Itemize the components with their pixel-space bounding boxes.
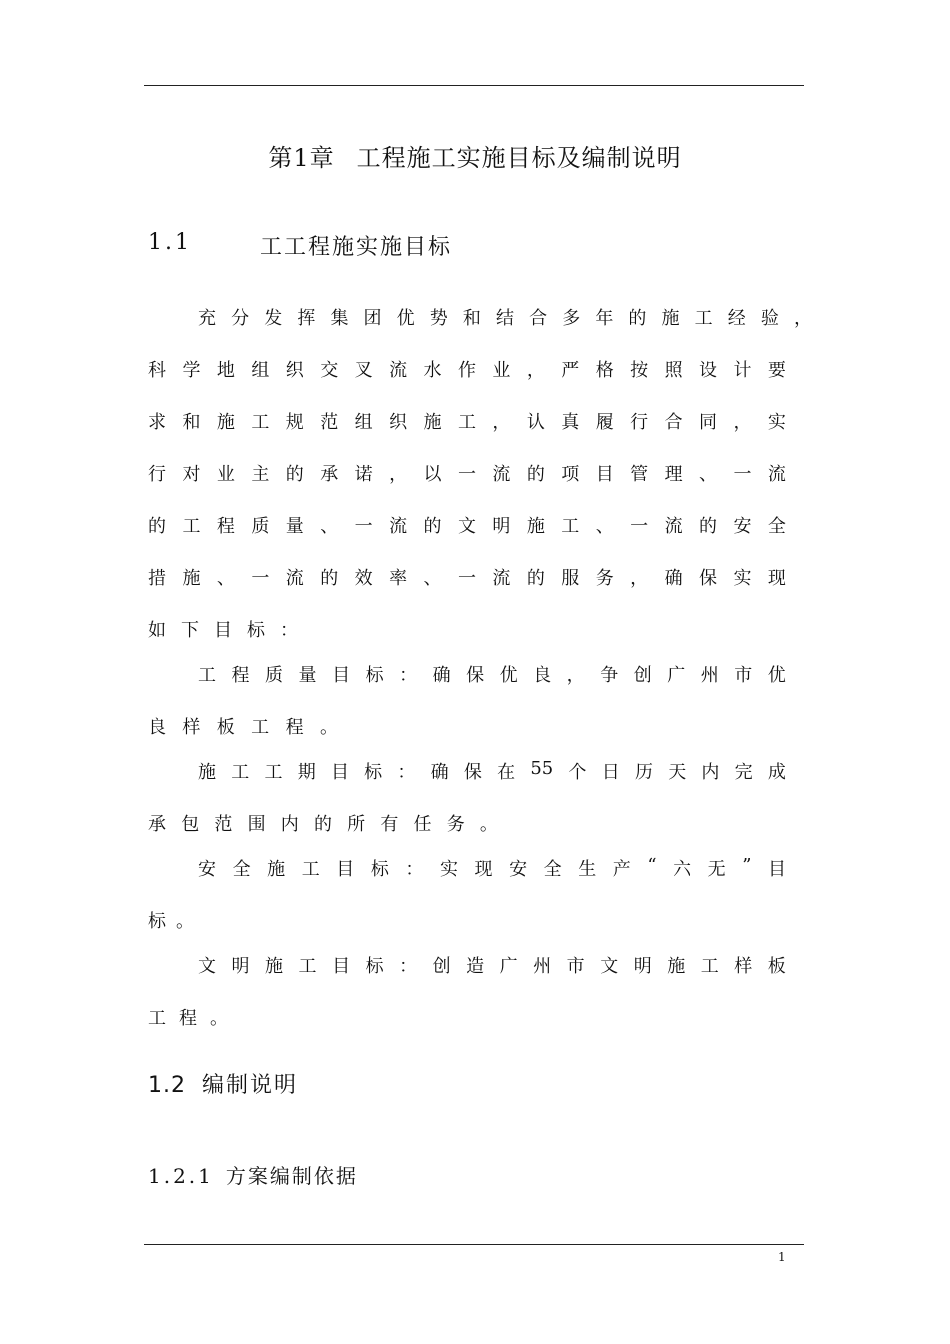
- glyph: 六: [673, 859, 692, 880]
- glyph: 流: [389, 516, 408, 537]
- header-rule: [144, 85, 804, 86]
- glyph: 计: [733, 360, 752, 381]
- glyph: 造: [466, 956, 485, 977]
- glyph: 目: [332, 956, 351, 977]
- glyph: 施: [661, 308, 680, 329]
- glyph: 作: [457, 360, 476, 381]
- glyph: ：: [399, 956, 418, 977]
- glyph: 有: [380, 814, 399, 835]
- glyph: 实: [767, 412, 786, 433]
- glyph: 理: [664, 464, 683, 485]
- glyph: 经: [727, 308, 746, 329]
- glyph: 无: [707, 859, 726, 880]
- glyph: 的: [320, 568, 339, 589]
- glyph: 工: [251, 717, 270, 738]
- glyph: 施: [667, 956, 686, 977]
- glyph: 年: [595, 308, 614, 329]
- glyph: 标: [364, 762, 383, 783]
- glyph: 服: [561, 568, 580, 589]
- section-1-2-1-heading: [148, 1160, 358, 1189]
- glyph: 日: [601, 762, 620, 783]
- chapter-number: 第1章: [268, 144, 335, 172]
- glyph: 承: [148, 814, 166, 835]
- goal-line: [198, 661, 786, 687]
- glyph: ：: [405, 859, 424, 880]
- glyph: 明: [231, 956, 250, 977]
- glyph: 55: [530, 758, 554, 779]
- glyph: 标: [365, 956, 384, 977]
- glyph: ，: [793, 308, 812, 329]
- paragraph-line: [148, 512, 786, 538]
- glyph: ：: [399, 665, 418, 686]
- glyph: 认: [526, 412, 545, 433]
- glyph: 诺: [354, 464, 373, 485]
- paragraph-line: [148, 564, 786, 590]
- glyph: 量: [285, 516, 304, 537]
- glyph: 和: [462, 308, 481, 329]
- glyph: 目: [214, 620, 232, 641]
- glyph: 业: [492, 360, 511, 381]
- glyph: 程: [216, 516, 235, 537]
- section-1-2-1-number: 1.2.1: [148, 1164, 214, 1188]
- glyph: 生: [578, 859, 597, 880]
- glyph: 合: [529, 308, 548, 329]
- glyph: 质: [265, 665, 284, 686]
- glyph: 织: [389, 412, 408, 433]
- glyph: 工: [700, 956, 719, 977]
- glyph: ，: [566, 665, 585, 686]
- glyph: 施: [526, 516, 545, 537]
- glyph: 务: [446, 814, 465, 835]
- glyph: 流: [492, 464, 511, 485]
- glyph: 优: [396, 308, 415, 329]
- glyph: 。: [479, 814, 498, 835]
- glyph: 明: [633, 956, 652, 977]
- glyph: 主: [251, 464, 270, 485]
- glyph: 成: [767, 762, 786, 783]
- glyph: 保: [466, 665, 485, 686]
- glyph: 目: [595, 464, 614, 485]
- glyph: 样: [182, 717, 201, 738]
- glyph: 。: [176, 911, 194, 932]
- glyph: 。: [319, 717, 338, 738]
- glyph: ”: [742, 855, 752, 876]
- glyph: 全: [543, 859, 562, 880]
- glyph: ：: [397, 762, 416, 783]
- chapter-title: 工程施工实施目标及编制说明: [356, 144, 682, 172]
- glyph: 工: [182, 516, 201, 537]
- goal-line: [198, 758, 786, 784]
- goal-line: [148, 713, 338, 739]
- glyph: 团: [363, 308, 382, 329]
- glyph: 全: [232, 859, 251, 880]
- goal-line: [148, 810, 498, 836]
- glyph: 天: [668, 762, 687, 783]
- glyph: 效: [354, 568, 373, 589]
- glyph: 历: [634, 762, 653, 783]
- glyph: 工: [198, 665, 216, 686]
- glyph: 的: [313, 814, 332, 835]
- glyph: 学: [182, 360, 201, 381]
- glyph: 工: [231, 762, 250, 783]
- glyph: 量: [298, 665, 317, 686]
- glyph: 、: [595, 516, 614, 537]
- glyph: 内: [701, 762, 720, 783]
- section-1-1-title: 工工程施实施目标: [260, 235, 453, 260]
- glyph: 一: [457, 568, 476, 589]
- glyph: 求: [148, 412, 166, 433]
- glyph: ，: [492, 412, 511, 433]
- glyph: 市: [734, 665, 753, 686]
- glyph: 完: [734, 762, 753, 783]
- glyph: 所: [347, 814, 366, 835]
- glyph: 板: [216, 717, 235, 738]
- glyph: 下: [181, 620, 199, 641]
- glyph: ，: [630, 568, 649, 589]
- glyph: 范: [320, 412, 339, 433]
- glyph: 争: [600, 665, 619, 686]
- paragraph-line: [148, 460, 786, 486]
- glyph: ，: [526, 360, 545, 381]
- glyph: 安: [198, 859, 216, 880]
- glyph: 文: [457, 516, 476, 537]
- glyph: 验: [760, 308, 779, 329]
- section-1-1-heading: [148, 230, 453, 260]
- glyph: 安: [733, 516, 752, 537]
- glyph: 现: [767, 568, 786, 589]
- glyph: 施: [182, 568, 201, 589]
- glyph: 包: [181, 814, 200, 835]
- page-number: 1: [778, 1250, 786, 1264]
- glyph: 结: [495, 308, 514, 329]
- glyph: 工: [457, 412, 476, 433]
- glyph: 标: [365, 665, 384, 686]
- glyph: 施: [265, 956, 284, 977]
- glyph: 文: [600, 956, 619, 977]
- glyph: 板: [767, 956, 786, 977]
- glyph: 创: [633, 665, 652, 686]
- glyph: 和: [182, 412, 201, 433]
- paragraph-line: [148, 356, 786, 382]
- glyph: 施: [198, 762, 216, 783]
- glyph: 、: [320, 516, 339, 537]
- glyph: 行: [148, 464, 166, 485]
- section-1-2-heading: [148, 1068, 298, 1099]
- glyph: 良: [148, 717, 166, 738]
- chapter-heading: [0, 138, 950, 173]
- glyph: 保: [463, 762, 482, 783]
- glyph: 州: [533, 956, 552, 977]
- glyph: 标: [370, 859, 389, 880]
- glyph: 范: [214, 814, 233, 835]
- glyph: 地: [216, 360, 235, 381]
- glyph: 叉: [354, 360, 373, 381]
- glyph: ，: [389, 464, 408, 485]
- glyph: 如: [148, 620, 166, 641]
- glyph: 格: [595, 360, 614, 381]
- glyph: 的: [526, 464, 545, 485]
- glyph: 良: [533, 665, 552, 686]
- glyph: 在: [497, 762, 516, 783]
- glyph: 流: [492, 568, 511, 589]
- glyph: 织: [285, 360, 304, 381]
- glyph: 目: [767, 859, 786, 880]
- glyph: 期: [297, 762, 316, 783]
- glyph: 真: [561, 412, 580, 433]
- glyph: 、: [423, 568, 442, 589]
- glyph: 一: [457, 464, 476, 485]
- glyph: 质: [251, 516, 270, 537]
- glyph: 规: [285, 412, 304, 433]
- glyph: 业: [216, 464, 235, 485]
- glyph: 、: [216, 568, 235, 589]
- glyph: 工: [251, 412, 270, 433]
- glyph: 工: [301, 859, 320, 880]
- section-1-2-title: 编制说明: [202, 1073, 299, 1098]
- glyph: ，: [733, 412, 752, 433]
- glyph: 标: [148, 911, 166, 932]
- paragraph-line: [148, 408, 786, 434]
- glyph: 施: [216, 412, 235, 433]
- glyph: 目: [330, 762, 349, 783]
- glyph: 科: [148, 360, 166, 381]
- glyph: 按: [630, 360, 649, 381]
- glyph: 内: [280, 814, 299, 835]
- glyph: 确: [432, 665, 451, 686]
- glyph: 势: [429, 308, 448, 329]
- goal-line: [198, 952, 786, 978]
- glyph: 目: [336, 859, 355, 880]
- glyph: 实: [733, 568, 752, 589]
- glyph: 施: [423, 412, 442, 433]
- glyph: “: [647, 855, 657, 876]
- glyph: 的: [148, 516, 166, 537]
- glyph: 确: [664, 568, 683, 589]
- glyph: 的: [423, 516, 442, 537]
- glyph: 目: [332, 665, 351, 686]
- glyph: 多: [562, 308, 581, 329]
- glyph: 优: [499, 665, 518, 686]
- glyph: 围: [247, 814, 266, 835]
- glyph: 标: [247, 620, 265, 641]
- glyph: 州: [700, 665, 719, 686]
- glyph: 流: [285, 568, 304, 589]
- glyph: 对: [182, 464, 201, 485]
- glyph: 全: [767, 516, 786, 537]
- glyph: 分: [231, 308, 250, 329]
- glyph: 个: [568, 762, 587, 783]
- glyph: 工: [298, 956, 317, 977]
- glyph: ：: [280, 620, 298, 641]
- glyph: 优: [767, 665, 786, 686]
- glyph: 任: [413, 814, 432, 835]
- glyph: 。: [210, 1008, 228, 1029]
- glyph: 水: [423, 360, 442, 381]
- goal-line: [148, 907, 194, 933]
- glyph: 程: [231, 665, 250, 686]
- glyph: 、: [699, 464, 717, 485]
- glyph: 务: [595, 568, 614, 589]
- glyph: 流: [767, 464, 786, 485]
- glyph: 程: [179, 1008, 197, 1029]
- glyph: 工: [561, 516, 580, 537]
- glyph: 广: [499, 956, 518, 977]
- glyph: 率: [389, 568, 408, 589]
- glyph: 的: [628, 308, 647, 329]
- glyph: 流: [389, 360, 408, 381]
- glyph: 发: [264, 308, 283, 329]
- glyph: 交: [320, 360, 339, 381]
- goal-line: [198, 855, 786, 881]
- glyph: 严: [561, 360, 580, 381]
- glyph: 市: [566, 956, 585, 977]
- glyph: 以: [423, 464, 442, 485]
- glyph: 施: [267, 859, 286, 880]
- glyph: 管: [630, 464, 649, 485]
- glyph: 工: [264, 762, 283, 783]
- glyph: 一: [630, 516, 649, 537]
- paragraph-line: [198, 304, 812, 330]
- glyph: 设: [699, 360, 717, 381]
- glyph: 文: [198, 956, 216, 977]
- glyph: 一: [354, 516, 373, 537]
- glyph: 保: [699, 568, 717, 589]
- glyph: 照: [664, 360, 683, 381]
- section-1-2-number: 1.2: [148, 1073, 186, 1098]
- glyph: 工: [148, 1008, 166, 1029]
- glyph: 安: [509, 859, 528, 880]
- glyph: 组: [354, 412, 373, 433]
- glyph: 行: [630, 412, 649, 433]
- glyph: 同: [699, 412, 717, 433]
- glyph: 创: [432, 956, 451, 977]
- glyph: 的: [285, 464, 304, 485]
- glyph: 广: [667, 665, 686, 686]
- footer-rule: [144, 1244, 804, 1245]
- glyph: 一: [733, 464, 752, 485]
- goal-line: [148, 1004, 228, 1030]
- glyph: 项: [561, 464, 580, 485]
- glyph: 明: [492, 516, 511, 537]
- glyph: 现: [474, 859, 493, 880]
- glyph: 的: [699, 516, 717, 537]
- glyph: 样: [734, 956, 753, 977]
- paragraph-line: [148, 616, 298, 642]
- section-1-2-1-title: 方案编制依据: [225, 1164, 358, 1188]
- glyph: 集: [330, 308, 349, 329]
- glyph: 合: [664, 412, 683, 433]
- glyph: 流: [664, 516, 683, 537]
- glyph: 组: [251, 360, 270, 381]
- glyph: 实: [439, 859, 458, 880]
- glyph: 程: [285, 717, 304, 738]
- glyph: 一: [251, 568, 270, 589]
- glyph: 措: [148, 568, 166, 589]
- glyph: 承: [320, 464, 339, 485]
- section-1-1-number: 1.1: [148, 230, 192, 255]
- glyph: 充: [198, 308, 216, 329]
- glyph: 工: [694, 308, 713, 329]
- glyph: 履: [595, 412, 614, 433]
- glyph: 要: [767, 360, 786, 381]
- glyph: 产: [612, 859, 631, 880]
- glyph: 的: [526, 568, 545, 589]
- glyph: 确: [430, 762, 449, 783]
- glyph: 挥: [297, 308, 316, 329]
